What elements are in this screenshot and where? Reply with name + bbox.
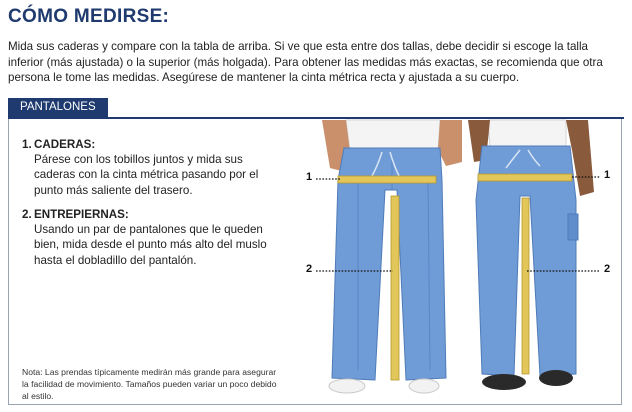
- front-shoe-right: [409, 379, 439, 393]
- front-arm-right: [438, 120, 462, 166]
- intro-paragraph: Mida sus caderas y compare con la tabla de arriba. Si ve que esta entre dos tallas, debe decidir si escoge la talla inferior (más ajustada) o la superior (más holgada). Para obtener las medidas más exactas, se recomienda que otra persona le tome las medidas. Asegúrese de mantener la cinta métrica recta y ajustada a su cuerpo.: [8, 40, 603, 84]
- back-shoe-left: [482, 374, 526, 390]
- back-hip-tape: [478, 174, 572, 181]
- step-title: CADERAS:: [34, 138, 96, 151]
- front-figure: [322, 120, 462, 393]
- step-number: 1.: [22, 138, 32, 151]
- back-pocket: [568, 214, 578, 240]
- back-inseam-tape: [522, 198, 529, 374]
- marker-1-right: 1: [604, 169, 611, 181]
- back-shoe-right: [539, 370, 573, 386]
- step-text: Usando un par de pantalones que le queden bien, mida desde el punto más alto del muslo hasta el dobladillo del pantalón.: [34, 223, 267, 267]
- front-shoe-left: [329, 379, 365, 393]
- step-text: Párese con los tobillos juntos y mida sus caderas con la cinta métrica pasando por el punto más saliente del trasero.: [34, 153, 259, 197]
- front-hip-tape: [338, 176, 436, 183]
- marker-1-left: 1: [306, 171, 313, 183]
- marker-2-left: 2: [306, 263, 313, 275]
- footnote: Nota: Las prendas típicamente medirán más grande para asegurar la facilidad de movimiento. Tamaños pueden variar un poco debido al estilo.: [22, 367, 277, 402]
- back-shirt: [488, 120, 566, 148]
- marker-2-right: 2: [604, 263, 611, 275]
- back-figure: [468, 120, 594, 390]
- page-title: CÓMO MEDIRSE:: [8, 6, 170, 27]
- front-inseam-tape: [391, 196, 399, 380]
- tab-pantalones[interactable]: PANTALONES: [8, 98, 108, 117]
- step-title: ENTREPIERNAS:: [34, 208, 129, 221]
- step-number: 2.: [22, 208, 32, 221]
- front-shirt: [346, 120, 440, 150]
